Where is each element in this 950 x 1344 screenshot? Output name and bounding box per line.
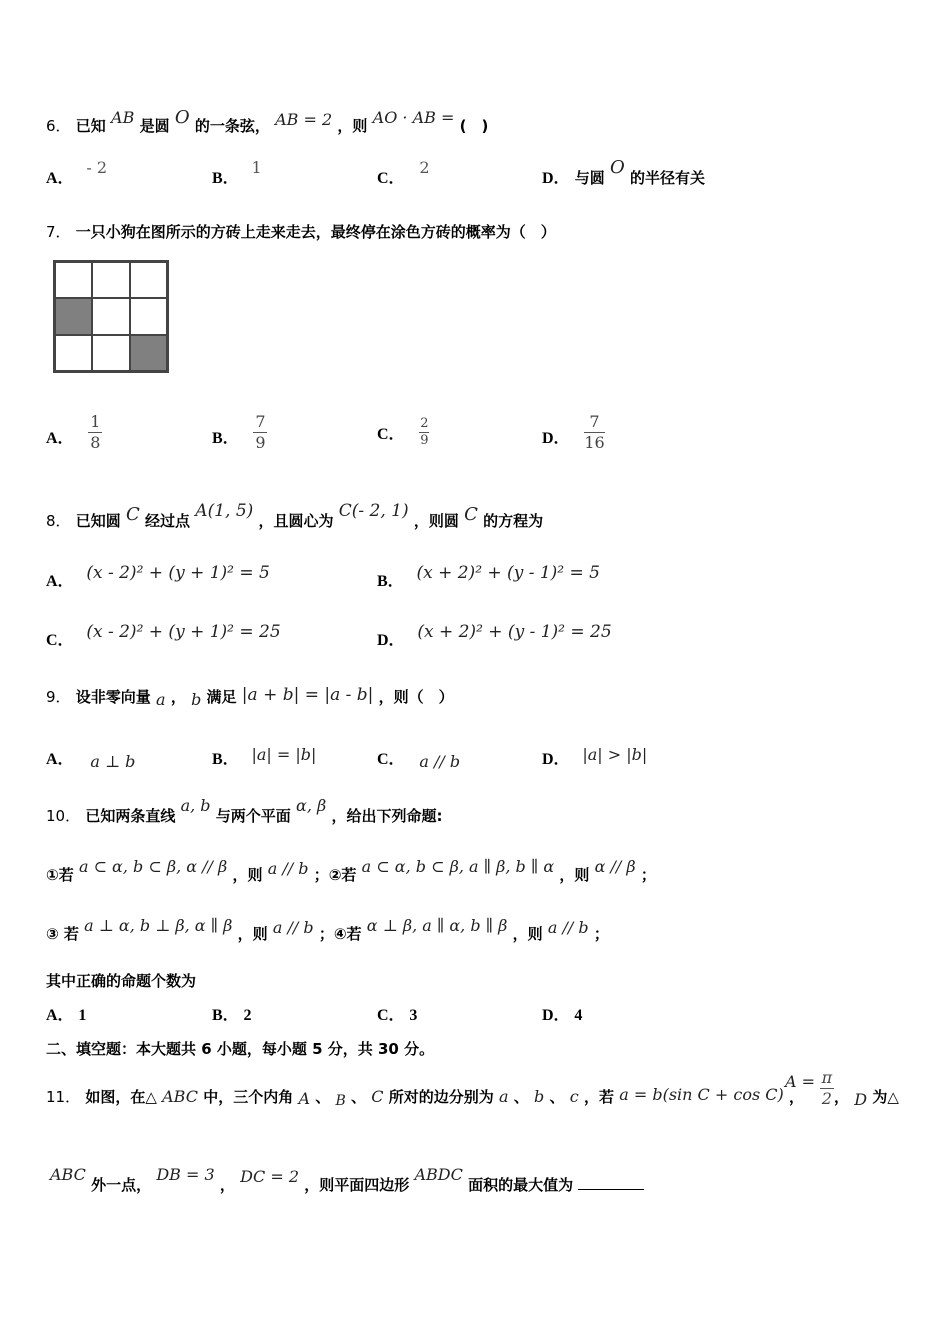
question-text: ，且圆心为 — [258, 512, 334, 530]
fraction-denominator: 8 — [90, 433, 101, 452]
option-b — [212, 1002, 251, 1025]
proposition-3-4 — [46, 916, 609, 944]
option-text: 与圆 — [574, 169, 605, 187]
option-label: A． — [46, 170, 74, 187]
math-expression: b — [534, 1087, 545, 1106]
tile — [130, 298, 167, 334]
question-text: 一只小狗在图所示的方砖上走来走去，最终停在涂色方砖的概率为（ ） — [75, 223, 556, 241]
math-expression: AO · AB = — [372, 108, 455, 127]
option-b — [377, 563, 600, 591]
option-text: 的半径有关 — [630, 169, 706, 187]
question-text: ； — [593, 925, 609, 943]
fraction-denominator: 16 — [584, 433, 605, 452]
question-text: ， — [788, 1088, 804, 1106]
option-value: 1 — [251, 158, 262, 177]
question-text: 设非零向量 — [75, 688, 151, 706]
option-a — [46, 158, 108, 188]
tile — [130, 262, 167, 298]
question-text: ，则圆 — [413, 512, 459, 530]
fraction — [88, 412, 102, 453]
option-b — [212, 412, 267, 453]
math-expression: a ⊂ α, b ⊂ β, α // β — [78, 857, 228, 876]
tile — [92, 298, 129, 334]
question-11 — [46, 1086, 804, 1107]
question-text: ，则 — [337, 117, 368, 135]
math-expression: a // b — [547, 918, 589, 937]
question-11-line2 — [50, 1165, 644, 1195]
question-text: 的一条弦， — [194, 117, 270, 135]
question-text: ，给出下列命题: — [331, 807, 443, 825]
option-label: D． — [542, 170, 570, 187]
tile — [92, 335, 129, 371]
math-expression: A(1, 5) — [195, 501, 254, 521]
question-text: ，则 — [559, 866, 590, 884]
math-expression: a = b(sin C + cos C) — [619, 1085, 784, 1104]
proposition-mark: ③ 若 — [46, 925, 79, 943]
math-expression: O — [174, 107, 190, 128]
math-expression: ABDC — [414, 1165, 463, 1184]
option-value: 3 — [409, 1007, 418, 1024]
option-label: C． — [377, 1007, 405, 1024]
question-text: ，则 — [512, 925, 543, 943]
option-value: (x + 2)² + (y - 1)² = 25 — [417, 622, 612, 642]
question-6 — [46, 107, 489, 136]
question-number: 10． — [46, 807, 81, 825]
option-label: B． — [212, 1007, 239, 1024]
question-11-tail — [834, 1086, 899, 1107]
question-text: ， — [219, 1176, 235, 1194]
question-number: 8． — [46, 512, 71, 530]
option-label: A． — [46, 1007, 74, 1024]
question-text: 的方程为 — [483, 512, 544, 530]
question-text: 经过点 — [145, 512, 191, 530]
question-number: 9． — [46, 688, 71, 706]
option-b — [212, 746, 316, 769]
question-text: 已知圆 — [75, 512, 121, 530]
option-label: A． — [46, 430, 74, 447]
question-text: 满足 — [206, 688, 237, 706]
fraction-numerator: 1 — [90, 412, 101, 431]
separator: 、 — [549, 1088, 565, 1106]
separator: 、 — [351, 1088, 367, 1106]
question-text: 已知 — [75, 117, 106, 135]
option-value: 4 — [574, 1007, 583, 1024]
tile — [55, 262, 92, 298]
option-label: D． — [377, 632, 405, 649]
option-d — [542, 746, 647, 769]
question-text: 面积的最大值为 — [468, 1176, 574, 1194]
proposition-mark: ；④若 — [318, 925, 362, 943]
question-number: 7． — [46, 223, 71, 241]
math-expression: DB = 3 — [156, 1165, 215, 1184]
option-value: (x + 2)² + (y - 1)² = 5 — [416, 563, 600, 583]
math-expression: ABC — [162, 1087, 198, 1106]
option-label: B． — [212, 430, 239, 447]
math-expression: A = — [785, 1072, 816, 1091]
shaded-tile — [55, 298, 92, 334]
option-label: B． — [212, 170, 239, 187]
question-text: ，若 — [583, 1088, 614, 1106]
answer-blank[interactable] — [578, 1175, 644, 1190]
option-c — [377, 1002, 417, 1025]
question-text: ； — [640, 866, 656, 884]
math-expression: c — [569, 1087, 579, 1106]
question-text: ，则 — [232, 866, 263, 884]
option-label: C． — [46, 632, 74, 649]
math-expression: a ⊂ α, b ⊂ β, a ∥ β, b ∥ α — [361, 857, 555, 876]
fraction-numerator: 2 — [420, 416, 429, 431]
fraction — [584, 412, 604, 453]
math-expression: a // b — [272, 918, 314, 937]
math-expression: ABC — [50, 1165, 86, 1184]
math-expression: AB — [111, 108, 135, 127]
option-value: (x - 2)² + (y + 1)² = 25 — [86, 622, 281, 642]
math-expression: a — [156, 690, 166, 709]
math-expression: C — [371, 1087, 384, 1106]
separator: 、 — [513, 1088, 529, 1106]
option-c — [46, 622, 281, 650]
math-expression: B — [335, 1093, 346, 1109]
question-number: 6． — [46, 117, 71, 135]
math-expression: a, b — [180, 796, 211, 815]
option-value: 2 — [243, 1007, 252, 1024]
option-c — [377, 158, 430, 188]
math-expression: a ⊥ α, b ⊥ β, α ∥ β — [84, 916, 233, 935]
option-label: A． — [46, 751, 74, 768]
option-value: - 2 — [86, 158, 108, 177]
proposition-1-2 — [46, 857, 656, 885]
option-value: (x - 2)² + (y + 1)² = 5 — [86, 563, 270, 583]
option-label: C． — [377, 751, 405, 768]
question-text: 中，三个内角 — [203, 1088, 294, 1106]
option-c — [377, 746, 460, 769]
math-expression: A — [298, 1089, 311, 1108]
question-text: ，则 — [237, 925, 268, 943]
tile — [92, 262, 129, 298]
fraction — [820, 1068, 834, 1109]
option-a — [46, 563, 270, 591]
question-text: ( ) — [459, 117, 489, 135]
math-expression: α ⊥ β, a ∥ α, b ∥ β — [366, 916, 508, 935]
question-text: 与两个平面 — [215, 807, 291, 825]
option-value: 2 — [419, 158, 430, 177]
math-expression: |a + b| = |a - b| — [241, 685, 374, 705]
option-value: 1 — [78, 1007, 87, 1024]
proposition-mark: ；②若 — [313, 866, 357, 884]
option-d — [377, 622, 612, 650]
option-label: D． — [542, 1007, 570, 1024]
separator: 、 — [315, 1088, 331, 1106]
question-text: 所对的边分别为 — [388, 1088, 494, 1106]
shaded-tile — [130, 335, 167, 371]
question-prompt: 其中正确的命题个数为 — [46, 972, 197, 990]
option-b — [212, 158, 262, 188]
option-label: B． — [212, 751, 239, 768]
question-text: ， — [834, 1088, 850, 1106]
question-text: 如图，在△ — [85, 1088, 157, 1106]
fraction — [253, 412, 267, 453]
math-expression: C(- 2, 1) — [338, 501, 409, 521]
question-text: ，则平面四边形 — [304, 1176, 410, 1194]
option-a — [46, 746, 135, 769]
question-text: ， — [170, 688, 186, 706]
question-9 — [46, 686, 454, 707]
option-value: |a| > |b| — [582, 745, 648, 764]
math-expression: O — [610, 157, 625, 178]
fraction-numerator: 7 — [589, 412, 600, 431]
question-text: 外一点， — [91, 1176, 152, 1194]
option-label: D． — [542, 751, 570, 768]
fraction-denominator: 2 — [821, 1089, 832, 1108]
fraction-denominator: 9 — [255, 433, 266, 452]
question-text: ，则（ ） — [378, 688, 454, 706]
math-expression: C — [464, 504, 478, 525]
proposition-mark: ①若 — [46, 866, 74, 884]
fraction — [419, 416, 429, 449]
option-label: B． — [377, 573, 404, 590]
fraction-numerator: 7 — [255, 412, 266, 431]
question-text: 为△ — [872, 1088, 899, 1106]
option-label: A． — [46, 573, 74, 590]
question-7 — [46, 221, 556, 242]
angle-equation — [785, 1068, 834, 1109]
option-value: a ⊥ b — [90, 752, 136, 771]
option-label: D． — [542, 430, 570, 447]
option-c — [377, 416, 429, 449]
tile-grid-figure — [53, 260, 169, 373]
option-a — [46, 1002, 86, 1025]
math-expression: a // b — [267, 859, 309, 878]
math-expression: AB = 2 — [275, 110, 333, 129]
question-text: 已知两条直线 — [85, 807, 176, 825]
question-number: 11． — [46, 1088, 81, 1106]
option-label: C． — [377, 426, 405, 443]
fraction-numerator: π — [821, 1068, 833, 1087]
math-expression: C — [126, 504, 140, 525]
question-8 — [46, 501, 544, 531]
fraction-denominator: 9 — [420, 433, 429, 448]
option-label: C． — [377, 170, 405, 187]
math-expression: b — [191, 690, 202, 709]
option-a — [46, 412, 102, 453]
math-expression: DC = 2 — [240, 1167, 299, 1186]
question-10 — [46, 796, 443, 826]
option-d — [542, 412, 605, 453]
option-d — [542, 157, 706, 188]
option-d — [542, 1002, 582, 1025]
question-text: 是圆 — [139, 117, 170, 135]
option-value: |a| = |b| — [251, 745, 317, 764]
math-expression: a — [499, 1087, 509, 1106]
option-value: a // b — [419, 752, 461, 771]
math-expression: D — [854, 1090, 868, 1109]
section-heading: 二、填空题：本大题共 6 小题，每小题 5 分，共 30 分。 — [46, 1040, 435, 1058]
tile — [55, 335, 92, 371]
math-expression: α // β — [594, 857, 636, 876]
math-expression: α, β — [296, 796, 327, 815]
